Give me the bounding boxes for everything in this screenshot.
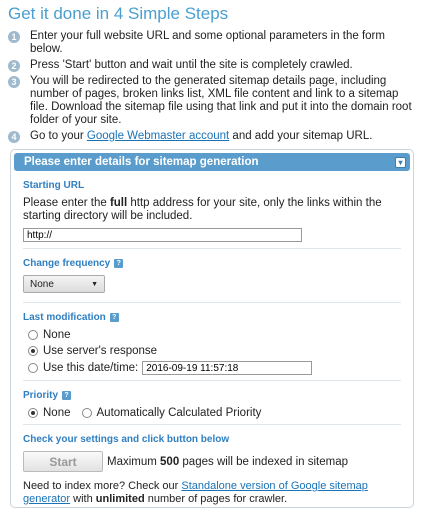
- priority-label: Priority: [23, 390, 59, 401]
- divider: [23, 248, 401, 249]
- step-text: Press 'Start' button and wait until the site is completely crawled.: [30, 59, 353, 71]
- lastmod-option-date[interactable]: [23, 361, 401, 375]
- check-settings-label: Check your settings and click button below: [23, 434, 230, 445]
- panel-header: [14, 153, 410, 171]
- last-modification-title: [23, 312, 401, 323]
- standalone-version-link[interactable]: Standalone version of Google sitemap generator: [23, 480, 368, 505]
- webmaster-account-link[interactable]: Google Webmaster account: [86, 130, 230, 142]
- starting-url-input[interactable]: [23, 228, 302, 242]
- collapse-icon[interactable]: ▾: [395, 157, 406, 168]
- divider: [23, 424, 401, 425]
- step-item: [8, 59, 416, 72]
- more-bold: unlimited: [95, 493, 145, 505]
- step-text-pre: Go to your: [30, 130, 87, 142]
- step-text: You will be redirected to the generated sitemap details page, including number of pages, broken links list, XML file content and link to a sitemap file. Download the sitemap file using that link and put it into the domain root folder of your site.: [30, 75, 412, 126]
- change-frequency-label: Change frequency: [23, 258, 111, 269]
- index-more-text: [23, 480, 401, 506]
- help-icon[interactable]: ?: [114, 259, 123, 268]
- radio-button[interactable]: [28, 363, 38, 373]
- step-number-icon: 1: [8, 31, 20, 43]
- steps-list: [8, 30, 416, 143]
- step-text-post: and add your sitemap URL.: [229, 130, 373, 142]
- change-frequency-select[interactable]: [23, 275, 105, 293]
- last-modification-label: Last modification: [23, 312, 106, 323]
- radio-label: Use this date/time:: [43, 362, 139, 374]
- step-number-icon: 4: [8, 131, 20, 143]
- change-frequency-value: None: [30, 278, 54, 290]
- divider: [23, 380, 401, 381]
- help-icon[interactable]: ?: [62, 391, 71, 400]
- priority-title: [23, 390, 401, 401]
- starting-url-title: [23, 180, 401, 191]
- radio-label: None: [43, 407, 71, 419]
- radio-label: Automatically Calculated Priority: [96, 407, 262, 419]
- starting-url-description: [23, 197, 401, 223]
- page-heading: Get it done in 4 Simple Steps: [8, 4, 229, 23]
- desc-pre: Please enter the: [23, 197, 110, 209]
- max-bold: 500: [160, 455, 180, 468]
- max-pre: Maximum: [107, 455, 161, 468]
- step-item: [8, 75, 416, 127]
- step-item: [8, 30, 416, 56]
- step-text: [30, 130, 372, 143]
- change-frequency-title: [23, 258, 401, 269]
- radio-label: Use server's response: [43, 345, 158, 357]
- start-button[interactable]: Start: [23, 451, 103, 472]
- max-pages-text: [107, 456, 348, 468]
- lastmod-date-input[interactable]: [142, 361, 312, 375]
- desc-bold: full: [109, 197, 128, 209]
- check-settings-title: [23, 434, 401, 445]
- lastmod-option-none[interactable]: [23, 329, 401, 341]
- radio-button[interactable]: [28, 330, 38, 340]
- start-row: [23, 451, 401, 472]
- radio-button-selected[interactable]: [28, 346, 38, 356]
- radio-label: None: [43, 329, 71, 341]
- panel-body: [11, 180, 413, 506]
- step-number-icon: 3: [8, 76, 20, 88]
- desc-post: http address for your site, only the links within the starting directory will be included.: [23, 197, 382, 222]
- step-item: [8, 130, 416, 143]
- lastmod-option-server[interactable]: [23, 345, 401, 357]
- radio-button[interactable]: [82, 408, 92, 418]
- sitemap-form-panel: [10, 149, 414, 508]
- divider: [23, 302, 401, 303]
- help-icon[interactable]: ?: [110, 313, 119, 322]
- priority-options: [23, 407, 401, 419]
- panel-title: Please enter details for sitemap generation: [24, 156, 259, 168]
- step-number-icon: 2: [8, 60, 20, 72]
- radio-button-selected[interactable]: [28, 408, 38, 418]
- chevron-down-icon: ▼: [91, 280, 98, 288]
- more-pre: Need to index more? Check our: [23, 480, 182, 492]
- max-post: pages will be indexed in sitemap: [179, 455, 348, 468]
- more-post: number of pages for crawler.: [144, 493, 288, 505]
- more-mid: with: [70, 493, 96, 505]
- step-text: Enter your full website URL and some optional parameters in the form below.: [30, 30, 385, 55]
- starting-url-label: Starting URL: [23, 180, 85, 191]
